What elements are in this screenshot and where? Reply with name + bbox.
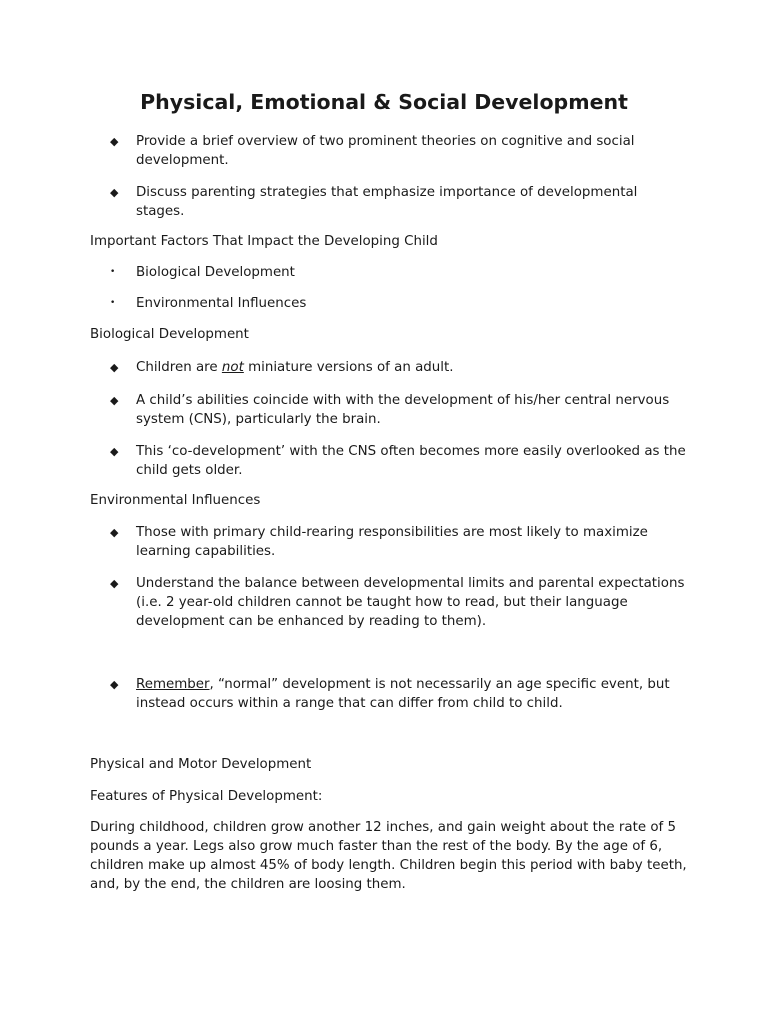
page-title: Physical, Emotional & Social Development <box>140 90 628 114</box>
bullet-text <box>136 358 686 377</box>
bullet-text: Biological Development <box>136 265 295 280</box>
physical-paragraph: During childhood, children grow another 12 inches, and gain weight about the rate of 5 pounds a year. Legs also grow much faster than the rest of the body. By the age of 6, children make up almost 45% of body length. Children begin this period with baby teeth, and, by the end, the children are loosing them. <box>90 820 687 892</box>
environmental-heading: Environmental Influences <box>90 493 261 508</box>
diamond-bullet-icon: ◆ <box>110 361 119 374</box>
bullet-text: This ‘co-development’ with the CNS often becomes more easily overlooked as the child gets older. <box>136 444 686 478</box>
diamond-bullet-icon: ◆ <box>110 186 119 199</box>
bullet-text: Discuss parenting strategies that emphasize importance of developmental stages. <box>136 185 638 219</box>
biological-bullet-3 <box>110 442 686 480</box>
bullet-text-pre: Children are <box>136 360 222 375</box>
bullet-text-post: miniature versions of an adult. <box>243 360 454 375</box>
factors-heading: Important Factors That Impact the Developing Child <box>90 234 438 249</box>
environmental-bullet-3 <box>110 675 670 713</box>
bullet-text: Understand the balance between developmental limits and parental expectations (i.e. 2 year-old children cannot be taught how to read, but their language development can be enhanced by reading to them). <box>136 576 685 629</box>
emphasis-not: not <box>221 360 244 375</box>
dot-bullet-icon: • <box>110 298 116 308</box>
diamond-bullet-icon: ◆ <box>110 394 119 407</box>
diamond-bullet-icon: ◆ <box>110 526 119 539</box>
environmental-bullet-1 <box>110 523 670 561</box>
factors-item-2 <box>110 294 670 313</box>
emphasis-remember: Remember <box>136 677 210 692</box>
environmental-bullet-2 <box>110 574 685 631</box>
diamond-bullet-icon: ◆ <box>110 135 119 148</box>
bullet-text: Those with primary child-rearing responsibilities are most likely to maximize learning capabilities. <box>136 525 648 559</box>
dot-bullet-icon: • <box>110 267 116 277</box>
diamond-bullet-icon: ◆ <box>110 445 119 458</box>
bullet-text: A child’s abilities coincide with with the development of his/her central nervous system (CNS), particularly the brain. <box>136 393 670 427</box>
biological-bullet-2 <box>110 391 670 429</box>
intro-bullet-2 <box>110 183 670 221</box>
bullet-text: Provide a brief overview of two prominent theories on cognitive and social development. <box>136 134 635 168</box>
biological-heading: Biological Development <box>90 327 249 342</box>
intro-bullet-1 <box>110 132 670 170</box>
physical-heading: Physical and Motor Development <box>90 757 312 772</box>
factors-item-1 <box>110 263 670 282</box>
bullet-text-post: , “normal” development is not necessarily an age specific event, but instead occurs within a range that can differ from child to child. <box>136 677 670 711</box>
diamond-bullet-icon: ◆ <box>110 678 119 691</box>
physical-subheading: Features of Physical Development: <box>90 789 323 804</box>
diamond-bullet-icon: ◆ <box>110 577 119 590</box>
biological-bullet-1 <box>110 358 670 377</box>
bullet-text: Environmental Influences <box>136 296 307 311</box>
bullet-text <box>136 675 686 713</box>
